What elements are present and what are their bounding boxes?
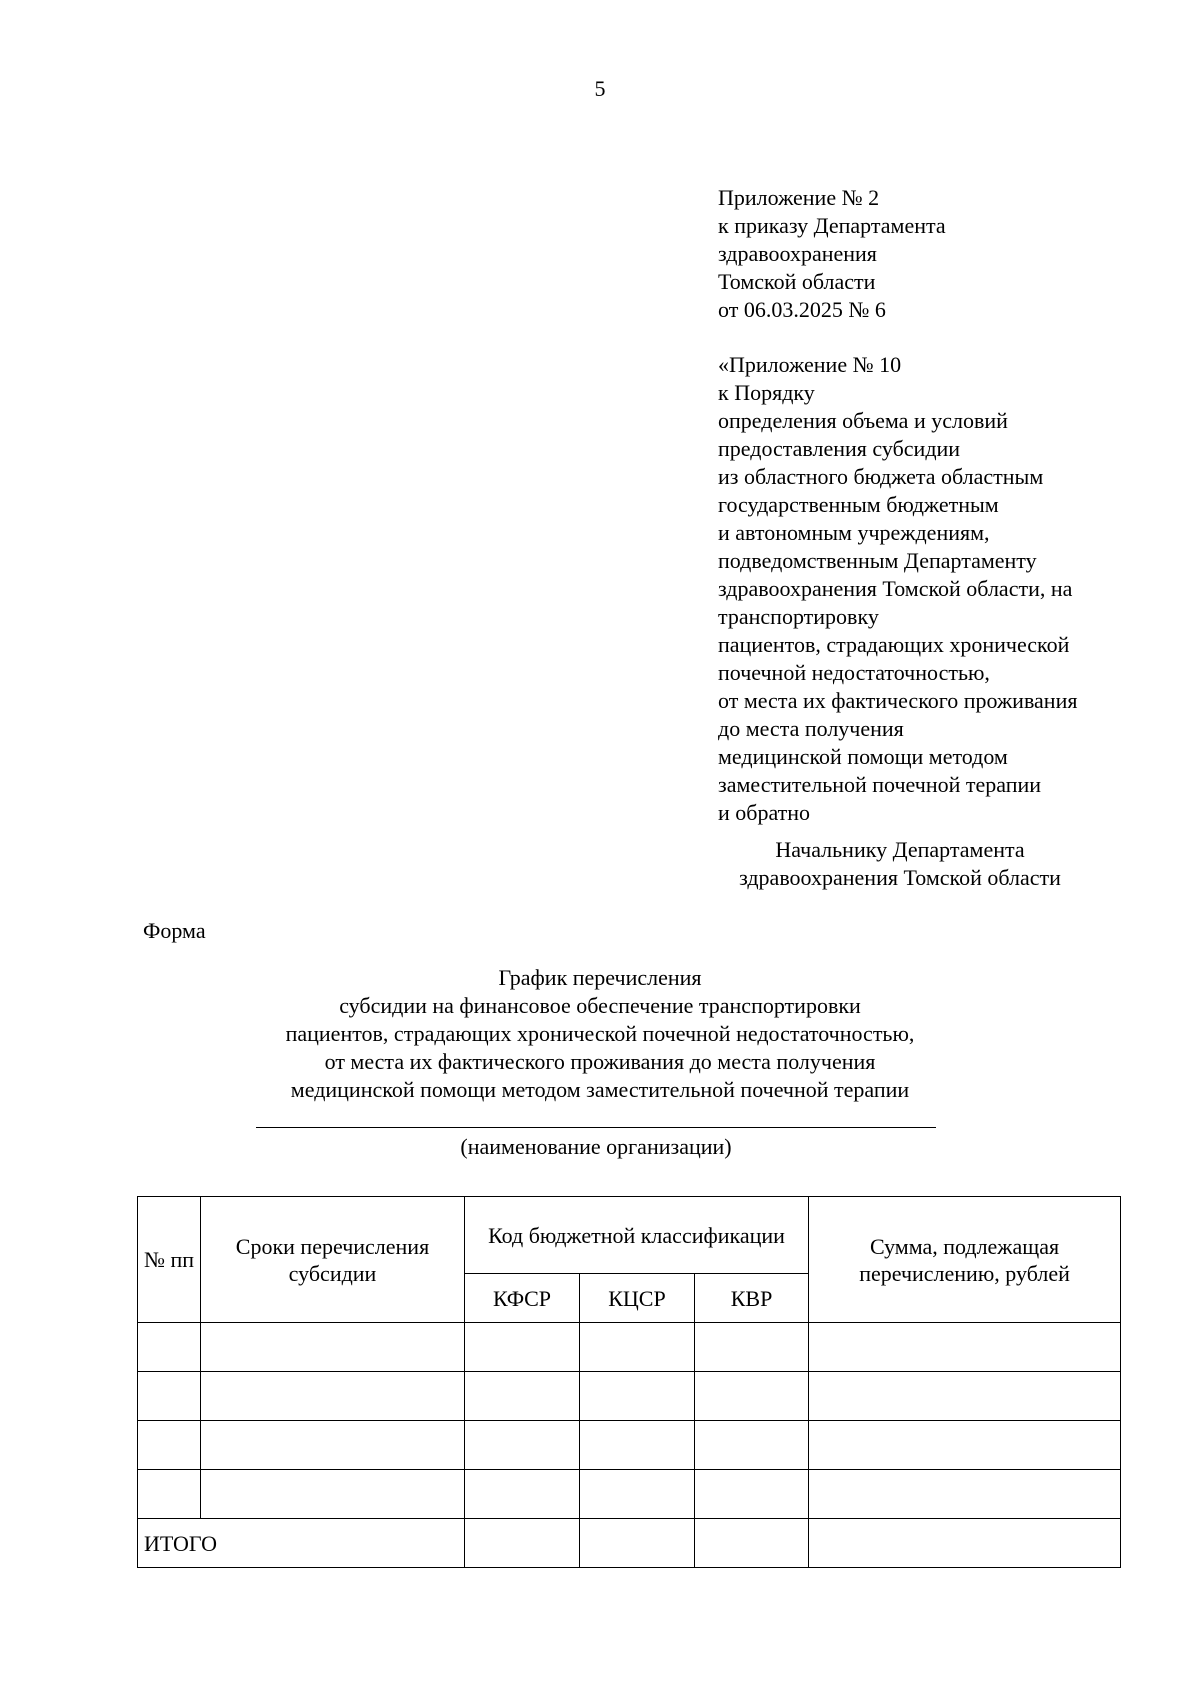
table-cell[interactable] bbox=[580, 1470, 695, 1519]
appendix-10-line: медицинской помощи методом bbox=[718, 744, 1008, 769]
table-cell[interactable] bbox=[138, 1470, 201, 1519]
table-cell[interactable] bbox=[809, 1372, 1121, 1421]
title-line: от места их фактического проживания до места получения bbox=[324, 1049, 876, 1074]
table-cell[interactable] bbox=[580, 1372, 695, 1421]
appendix-10-line: здравоохранения Томской области, на bbox=[718, 576, 1073, 601]
table-cell[interactable] bbox=[809, 1323, 1121, 1372]
appendix-10-line: от места их фактического проживания bbox=[718, 688, 1078, 713]
table-cell[interactable] bbox=[138, 1372, 201, 1421]
title-line: субсидии на финансовое обеспечение транспортировки bbox=[339, 993, 861, 1018]
table-cell[interactable] bbox=[201, 1470, 465, 1519]
table-cell[interactable] bbox=[201, 1323, 465, 1372]
appendix-2-line: здравоохранения bbox=[718, 241, 877, 266]
total-cell-kfsr[interactable] bbox=[465, 1519, 580, 1568]
appendix-10-line: почечной недостаточностью, bbox=[718, 660, 990, 685]
title-line: пациентов, страдающих хронической почечной недостаточностью, bbox=[285, 1021, 915, 1046]
addressee-line: Начальнику Департамента bbox=[775, 837, 1025, 862]
header-amount: Сумма, подлежащая перечислению, рублей bbox=[809, 1197, 1121, 1323]
appendix-10-line: и автономным учреждениям, bbox=[718, 520, 990, 545]
appendix-2-line: Приложение № 2 bbox=[718, 185, 880, 210]
table-cell[interactable] bbox=[138, 1421, 201, 1470]
appendix-2-line: от 06.03.2025 № 6 bbox=[718, 297, 886, 322]
table-row bbox=[138, 1372, 1121, 1421]
appendix-10-line: заместительной почечной терапии bbox=[718, 772, 1042, 797]
header-kvr: КВР bbox=[695, 1274, 809, 1323]
organization-caption: (наименование организации) bbox=[460, 1134, 732, 1159]
header-number: № пп bbox=[138, 1197, 201, 1323]
table-cell[interactable] bbox=[465, 1470, 580, 1519]
organization-name-line[interactable] bbox=[256, 1127, 936, 1128]
table-cell[interactable] bbox=[201, 1372, 465, 1421]
header-kfsr: КФСР bbox=[465, 1274, 580, 1323]
table-row bbox=[138, 1323, 1121, 1372]
table-row bbox=[138, 1421, 1121, 1470]
appendix-10-line: и обратно bbox=[718, 800, 811, 825]
table-cell[interactable] bbox=[201, 1421, 465, 1470]
table-cell[interactable] bbox=[580, 1323, 695, 1372]
appendix-2-header bbox=[718, 184, 946, 324]
transfer-schedule-table bbox=[137, 1196, 1121, 1568]
table-cell[interactable] bbox=[138, 1323, 201, 1372]
appendix-10-line: подведомственным Департаменту bbox=[718, 548, 1037, 573]
document-title bbox=[0, 964, 1200, 1104]
header-budget-code: Код бюджетной классификации bbox=[465, 1197, 809, 1274]
table-cell[interactable] bbox=[465, 1323, 580, 1372]
title-line: График перечисления bbox=[498, 965, 702, 990]
appendix-10-line: предоставления субсидии bbox=[718, 436, 961, 461]
total-cell-kvr[interactable] bbox=[695, 1519, 809, 1568]
appendix-10-line: транспортировку bbox=[718, 604, 879, 629]
table-cell[interactable] bbox=[695, 1323, 809, 1372]
appendix-2-line: к приказу Департамента bbox=[718, 213, 946, 238]
addressee bbox=[640, 836, 1160, 892]
appendix-10-line: из областного бюджета областным bbox=[718, 464, 1044, 489]
table-cell[interactable] bbox=[695, 1372, 809, 1421]
form-label: Форма bbox=[143, 918, 206, 943]
appendix-10-line: пациентов, страдающих хронической bbox=[718, 632, 1070, 657]
header-kcsr: КЦСР bbox=[580, 1274, 695, 1323]
total-row bbox=[138, 1519, 1121, 1568]
appendix-10-line: государственным бюджетным bbox=[718, 492, 999, 517]
table-cell[interactable] bbox=[580, 1421, 695, 1470]
appendix-10-line: к Порядку bbox=[718, 380, 815, 405]
table-cell[interactable] bbox=[695, 1421, 809, 1470]
table-row bbox=[138, 1470, 1121, 1519]
table-cell[interactable] bbox=[809, 1470, 1121, 1519]
page-number: 5 bbox=[594, 76, 606, 101]
total-cell-amount[interactable] bbox=[809, 1519, 1121, 1568]
addressee-line: здравоохранения Томской области bbox=[739, 865, 1061, 890]
appendix-10-line: до места получения bbox=[718, 716, 904, 741]
title-line: медицинской помощи методом заместительной почечной терапии bbox=[290, 1077, 910, 1102]
appendix-10-header bbox=[718, 351, 1077, 827]
table-cell[interactable] bbox=[465, 1372, 580, 1421]
appendix-10-line: «Приложение № 10 bbox=[718, 352, 902, 377]
table-cell[interactable] bbox=[695, 1470, 809, 1519]
appendix-10-line: определения объема и условий bbox=[718, 408, 1008, 433]
total-label: ИТОГО bbox=[138, 1519, 465, 1568]
table-cell[interactable] bbox=[465, 1421, 580, 1470]
header-transfer-terms: Сроки перечисления субсидии bbox=[201, 1197, 465, 1323]
appendix-2-line: Томской области bbox=[718, 269, 876, 294]
total-cell-kcsr[interactable] bbox=[580, 1519, 695, 1568]
table-cell[interactable] bbox=[809, 1421, 1121, 1470]
